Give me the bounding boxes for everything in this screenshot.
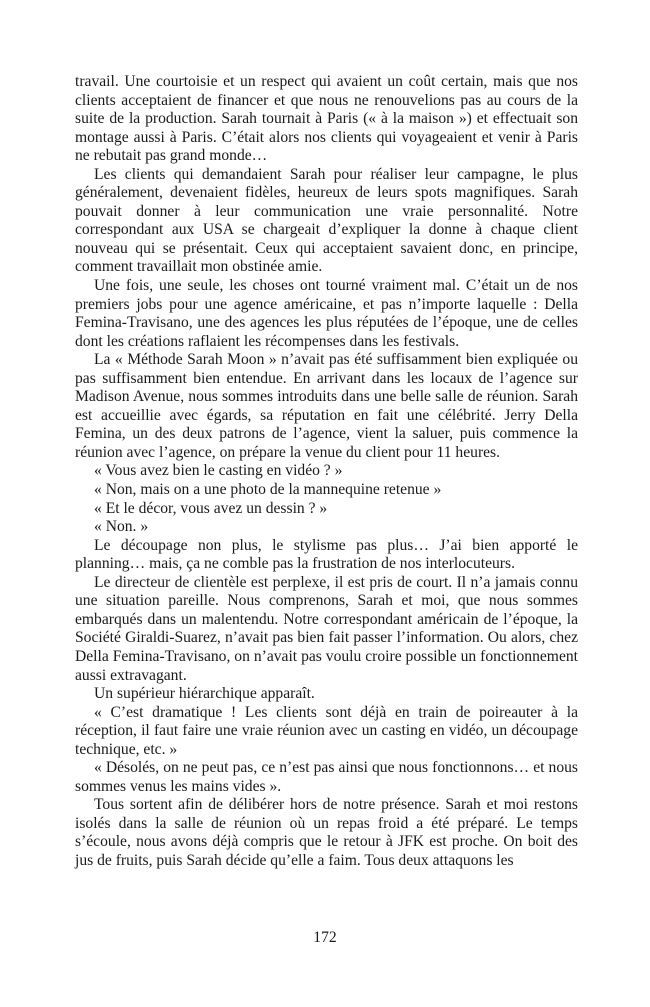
paragraph: Un supérieur hiérarchique apparaît. [94, 685, 315, 703]
paragraph: Une fois, une seule, les choses ont tourné vraiment mal. C’était un de nos premiers jobs pour une agence américaine, et pas n’importe laquelle : Della Femina-Travisano, une des agences les plus réputées de l’époque, une de celles dont les créations raflaient les récompenses dans les festivals. [75, 277, 578, 350]
dialogue-line: « Non. » [94, 518, 149, 536]
page-number: 172 [313, 929, 337, 946]
dialogue-line: « C’est dramatique ! Les clients sont déjà en train de poireauter à la réception, il faut faire une vraie réunion avec un casting en vidéo, un découpage technique, etc. » [75, 703, 578, 758]
paragraph: Le directeur de clientèle est perplexe, il est pris de court. Il n’a jamais connu une situation pareille. Nous comprenons, Sarah et moi, que nous sommes embarqués dans un malentendu. Notre correspondant américain de l’époque, la Société Giraldi-Suarez, n’avait pas bien fait passer l’information. Ou alors, chez Della Femina-Travisano, on n’avait pas voulu croire possible un fonctionnement aussi extravagant. [75, 573, 578, 684]
dialogue-line: « Vous avez bien le casting en vidéo ? » [94, 462, 343, 480]
body-text [75, 73, 578, 871]
dialogue-line: « Et le décor, vous avez un dessin ? » [94, 499, 328, 517]
dialogue-line: « Non, mais on a une photo de la mannequine retenue » [94, 481, 442, 499]
paragraph: Tous sortent afin de délibérer hors de notre présence. Sarah et moi restons isolés dans la salle de réunion où un repas froid a été préparé. Le temps s’écoule, nous avons déjà compris que le retour à JFK est proche. On boit des jus de fruits, puis Sarah décide qu’elle a faim. Tous deux attaquons les [75, 796, 578, 869]
paragraph: La « Méthode Sarah Moon » n’avait pas été suffisamment bien expliquée ou pas suffisamment bien entendue. En arrivant dans les locaux de l’agence sur Madison Avenue, nous sommes introduits dans une belle salle de réunion. Sarah est accueillie avec égards, sa réputation en fait une célébrité. Jerry Della Femina, un des deux patrons de l’agence, vient la saluer, puis commence la réunion avec l’agence, on prépare la venue du client pour 11 heures. [75, 351, 578, 461]
dialogue-line: « Désolés, on ne peut pas, ce n’est pas ainsi que nous fonctionnons… et nous sommes venus les mains vides ». [75, 759, 578, 795]
paragraph: travail. Une courtoisie et un respect qui avaient un coût certain, mais que nos clients acceptaient de financer et que nous ne renouvelions pas au cours de la suite de la production. Sarah tournait à Paris (« à la maison ») et effectuait son montage aussi à Paris. C’était alors nos clients qui voyageaient et venir à Paris ne rebutait pas grand monde… [75, 73, 578, 165]
paragraph: Le découpage non plus, le stylisme pas plus… J’ai bien apporté le planning… mais, ça ne comble pas la frustration de nos interlocuteurs. [75, 536, 578, 573]
paragraph: Les clients qui demandaient Sarah pour réaliser leur campagne, le plus généralement, devenaient fidèles, heureux de leurs spots magnifiques. Sarah pouvait donner à leur communication une vraie personnalité. Notre correspondant aux USA se chargeait d’expliquer la donne à chaque client nouveau qui se présentait. Ceux qui acceptaient savaient donc, en principe, comment travaillait mon obstinée amie. [75, 165, 578, 276]
